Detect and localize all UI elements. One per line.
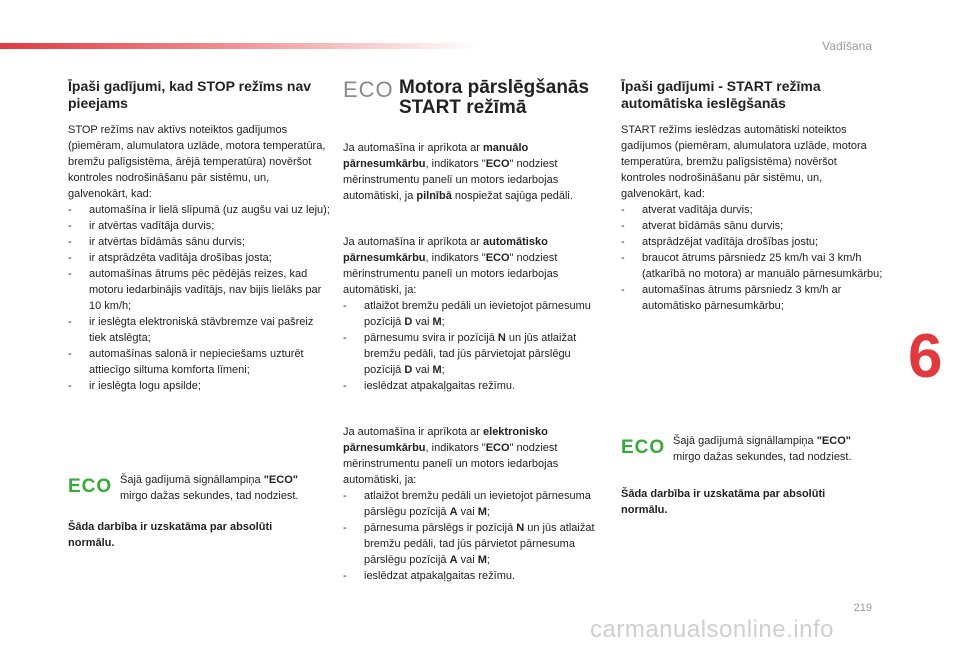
text-bold: M bbox=[432, 364, 442, 376]
text-bold: D bbox=[404, 364, 413, 376]
list-item bbox=[343, 298, 605, 330]
text-run: ; bbox=[441, 364, 445, 376]
electronic-gearbox-paragraph bbox=[343, 424, 605, 584]
list-item: - automašīnas ātrums pēc pēdējās reizes, kad motoru iedarbinājis vadītājs, nav bijis lielāks par 10 km/h; bbox=[68, 266, 330, 314]
text-run: vai bbox=[412, 316, 433, 328]
right-list bbox=[621, 202, 883, 314]
text-bold: ECO bbox=[485, 158, 510, 170]
text-bold: D bbox=[404, 316, 413, 328]
text-run: " nodziest mērinstrumentu panelī un motors iedarbojas automātiski, ja bbox=[343, 158, 559, 202]
text-bold: M bbox=[432, 316, 442, 328]
text-run: Ja automašīna ir aprīkota ar bbox=[343, 426, 484, 438]
eco-note-pre: Šajā gadījumā signāllampiņa bbox=[673, 435, 817, 447]
text-run: , indikators " bbox=[425, 158, 486, 170]
text-run: pārnesuma pārslēgs ir pozīcijā bbox=[364, 522, 517, 534]
eco-icon: ECO bbox=[621, 437, 666, 458]
list-item: - ir atsprādzēta vadītāja drošības josta; bbox=[68, 250, 330, 266]
text-bold: A bbox=[449, 554, 458, 566]
text-run: , indikators " bbox=[425, 442, 486, 454]
list-item: - ir atvērtas vadītāja durvis; bbox=[68, 218, 330, 234]
text-run: vai bbox=[457, 506, 478, 518]
right-intro: START režīms ieslēdzas automātiski noteiktos gadījumos (piemēram, alumulatora uzlāde, motora temperatūra, bremžu palīgsistēma) novēršot kontroles nodrošināšanu pār sistēmu, un, galvenokārt, kad: bbox=[621, 124, 867, 200]
automatic-gearbox-paragraph bbox=[343, 234, 605, 394]
manual-gearbox-paragraph bbox=[343, 140, 605, 204]
left-title: Īpaši gadījumi, kad STOP režīms nav pieejams bbox=[68, 78, 312, 111]
left-bold-note: Šāda darbība ir uzskatāma par absolūti normālu. bbox=[68, 521, 273, 549]
text-run: Ja automašīna ir aprīkota ar bbox=[343, 142, 484, 154]
eco-note-bold: "ECO" bbox=[263, 474, 298, 486]
list-item: - ieslēdzat atpakaļgaitas režīmu. bbox=[343, 568, 605, 584]
left-eco-note bbox=[68, 472, 320, 504]
text-run: atlaižot bremžu pedāli un ievietojot pārnesumu pozīcijā bbox=[364, 300, 591, 328]
right-column bbox=[621, 78, 883, 314]
list-item: - ieslēdzat atpakaļgaitas režīmu. bbox=[343, 378, 605, 394]
text-run: " nodziest mērinstrumentu panelī un motors iedarbojas automātiski, ja: bbox=[343, 442, 559, 486]
text-bold: manuālo pārnesumkārbu bbox=[343, 142, 529, 170]
watermark: carmanualsonline.info bbox=[590, 616, 834, 643]
left-intro: STOP režīms nav aktīvs noteiktos gadījumos (piemēram, alumulatora uzlāde, motora temperatūra, bremžu palīgsistēma, ārējā temperatūra) novēršot kontroles nodrošināšanu pār sistēmu, un, galvenokārt, kad: bbox=[68, 124, 326, 200]
eco-note-bold: "ECO" bbox=[816, 435, 851, 447]
eco-note-text bbox=[673, 433, 873, 465]
text-run: " nodziest mērinstrumentu panelī un motors iedarbojas automātiski, ja: bbox=[343, 252, 559, 296]
electronic-list bbox=[343, 488, 605, 584]
text-run: Ja automašīna ir aprīkota ar bbox=[343, 236, 484, 248]
eco-icon: ECO bbox=[343, 77, 394, 102]
section-header: Vadīšana bbox=[822, 39, 872, 53]
list-item: - automašīna ir lielā slīpumā (uz augšu vai uz leju); bbox=[68, 202, 330, 218]
list-item bbox=[343, 520, 605, 568]
list-item bbox=[343, 330, 605, 378]
text-run: vai bbox=[412, 364, 433, 376]
text-bold: M bbox=[477, 506, 487, 518]
text-bold: elektronisko pārnesumkārbu bbox=[343, 426, 548, 454]
list-item: - braucot ātrums pārsniedz 25 km/h vai 3 km/h (atkarībā no motora) ar manuālo pārnesumkārbu; bbox=[621, 250, 883, 282]
eco-note-text bbox=[120, 472, 320, 504]
list-item: - atverat bīdāmās sānu durvis; bbox=[621, 218, 883, 234]
right-title: Īpaši gadījumi - START režīma automātiska ieslēgšanās bbox=[621, 78, 821, 111]
list-item: - ir ieslēgta elektroniskā stāvbremze vai pašreiz tiek atslēgta; bbox=[68, 314, 330, 346]
text-run: un jūs atlaižat bremžu pedāli, tad jūs pārvietot pārnesuma pārslēgu pozīcijā bbox=[364, 522, 595, 566]
text-run: nospiežat sajūga pedāli. bbox=[451, 190, 573, 202]
eco-note-pre: Šajā gadījumā signāllampiņa bbox=[120, 474, 264, 486]
text-run: pārnesumu svira ir pozīcijā bbox=[364, 332, 498, 344]
list-item: - automašīnas ātrums pārsniedz 3 km/h ar automātisko pārnesumkārbu; bbox=[621, 282, 883, 314]
left-list bbox=[68, 202, 330, 394]
paragraph-text bbox=[343, 424, 605, 488]
text-bold: ECO bbox=[485, 252, 510, 264]
eco-note-post: mirgo dažas sekundes, tad nodziest. bbox=[120, 490, 299, 502]
list-item: - atsprādzējat vadītāja drošības jostu; bbox=[621, 234, 883, 250]
text-run: atlaižot bremžu pedāli un ievietojot pārnesuma pārslēgu pozīcijā bbox=[364, 490, 591, 518]
paragraph-text bbox=[343, 234, 605, 298]
middle-title: Motora pārslēgšanās START režīmā bbox=[399, 77, 590, 118]
right-bold-note: Šāda darbība ir uzskatāma par absolūti normālu. bbox=[621, 488, 826, 516]
header-accent-bar bbox=[0, 43, 480, 49]
middle-column bbox=[343, 78, 605, 614]
list-item: - automašīnas salonā ir nepieciešams uzturēt attiecīgo siltuma komforta līmeni; bbox=[68, 346, 330, 378]
page-number: 219 bbox=[853, 602, 872, 614]
list-item: - ir ieslēgta logu apsilde; bbox=[68, 378, 330, 394]
automatic-list bbox=[343, 298, 605, 394]
chapter-tab bbox=[900, 318, 960, 396]
text-run: , indikators " bbox=[425, 252, 486, 264]
text-bold: A bbox=[449, 506, 458, 518]
paragraph-text bbox=[343, 140, 605, 204]
right-eco-note bbox=[621, 433, 873, 465]
text-bold: N bbox=[516, 522, 525, 534]
text-run: ; bbox=[441, 316, 445, 328]
text-bold: pilnībā bbox=[416, 190, 452, 202]
text-bold: M bbox=[477, 554, 487, 566]
text-bold: ECO bbox=[485, 442, 510, 454]
list-item: - ir atvērtas bīdāmās sānu durvis; bbox=[68, 234, 330, 250]
eco-icon: ECO bbox=[68, 476, 113, 497]
text-run: vai bbox=[457, 554, 478, 566]
eco-note-post: mirgo dažas sekundes, tad nodziest. bbox=[673, 451, 852, 463]
chapter-number: 6 bbox=[908, 322, 943, 391]
text-run: ; bbox=[486, 506, 490, 518]
list-item bbox=[343, 488, 605, 520]
text-run: ; bbox=[486, 554, 490, 566]
text-bold: N bbox=[497, 332, 506, 344]
text-bold: automātisko pārnesumkārbu bbox=[343, 236, 548, 264]
text-run: un jūs atlaižat bremžu pedāli, tad jūs pārvietojat pārslēgu pozīcijā bbox=[364, 332, 577, 376]
list-item: - atverat vadītāja durvis; bbox=[621, 202, 883, 218]
left-column bbox=[68, 78, 330, 394]
